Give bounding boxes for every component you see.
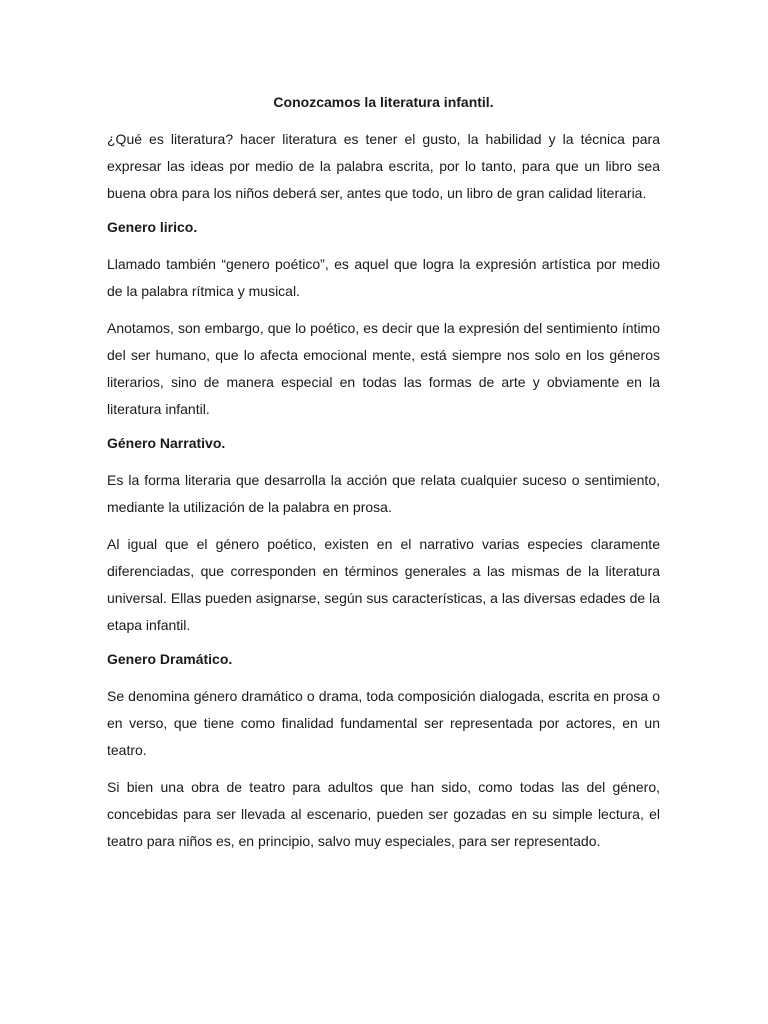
dramatico-paragraph-2: Si bien una obra de teatro para adultos que han sido, como todas las del género, concebidas para ser llevada al escenario, pueden ser gozadas en su simple lectura, el teatro para niños es, en principio, salvo muy especiales, para ser representado. [107,779,660,849]
lirico-paragraph-2: Anotamos, son embargo, que lo poético, es decir que la expresión del sentimiento íntimo del ser humano, que lo afecta emocional mente, está siempre nos solo en los géneros literarios, sino de manera especial en todas las formas de arte y obviamente en la literatura infantil. [107,320,660,417]
lirico-paragraph-1: Llamado también “genero poético”, es aquel que logra la expresión artística por medio de la palabra rítmica y musical. [107,256,660,299]
document-page [107,82,660,865]
section-heading-dramatico: Genero Dramático. [107,651,233,667]
section-heading-lirico: Genero lirico. [107,219,198,235]
intro-paragraph: ¿Qué es literatura? hacer literatura es tener el gusto, la habilidad y la técnica para expresar las ideas por medio de la palabra escrita, por lo tanto, para que un libro sea buena obra para los niños deberá ser, antes que todo, un libro de gran calidad literaria. [107,131,660,201]
document-title: Conozcamos la literatura infantil. [273,94,494,110]
dramatico-paragraph-1: Se denomina género dramático o drama, toda composición dialogada, escrita en prosa o en verso, que tiene como finalidad fundamental ser representada por actores, en un teatro. [107,688,660,758]
narrativo-paragraph-2: Al igual que el género poético, existen en el narrativo varias especies claramente diferenciadas, que corresponden en términos generales a las mismas de la literatura universal. Ellas pueden asignarse, según sus características, a las diversas edades de la etapa infantil. [107,536,660,633]
narrativo-paragraph-1: Es la forma literaria que desarrolla la acción que relata cualquier suceso o sentimiento, mediante la utilización de la palabra en prosa. [107,472,660,515]
section-heading-narrativo: Género Narrativo. [107,435,226,451]
